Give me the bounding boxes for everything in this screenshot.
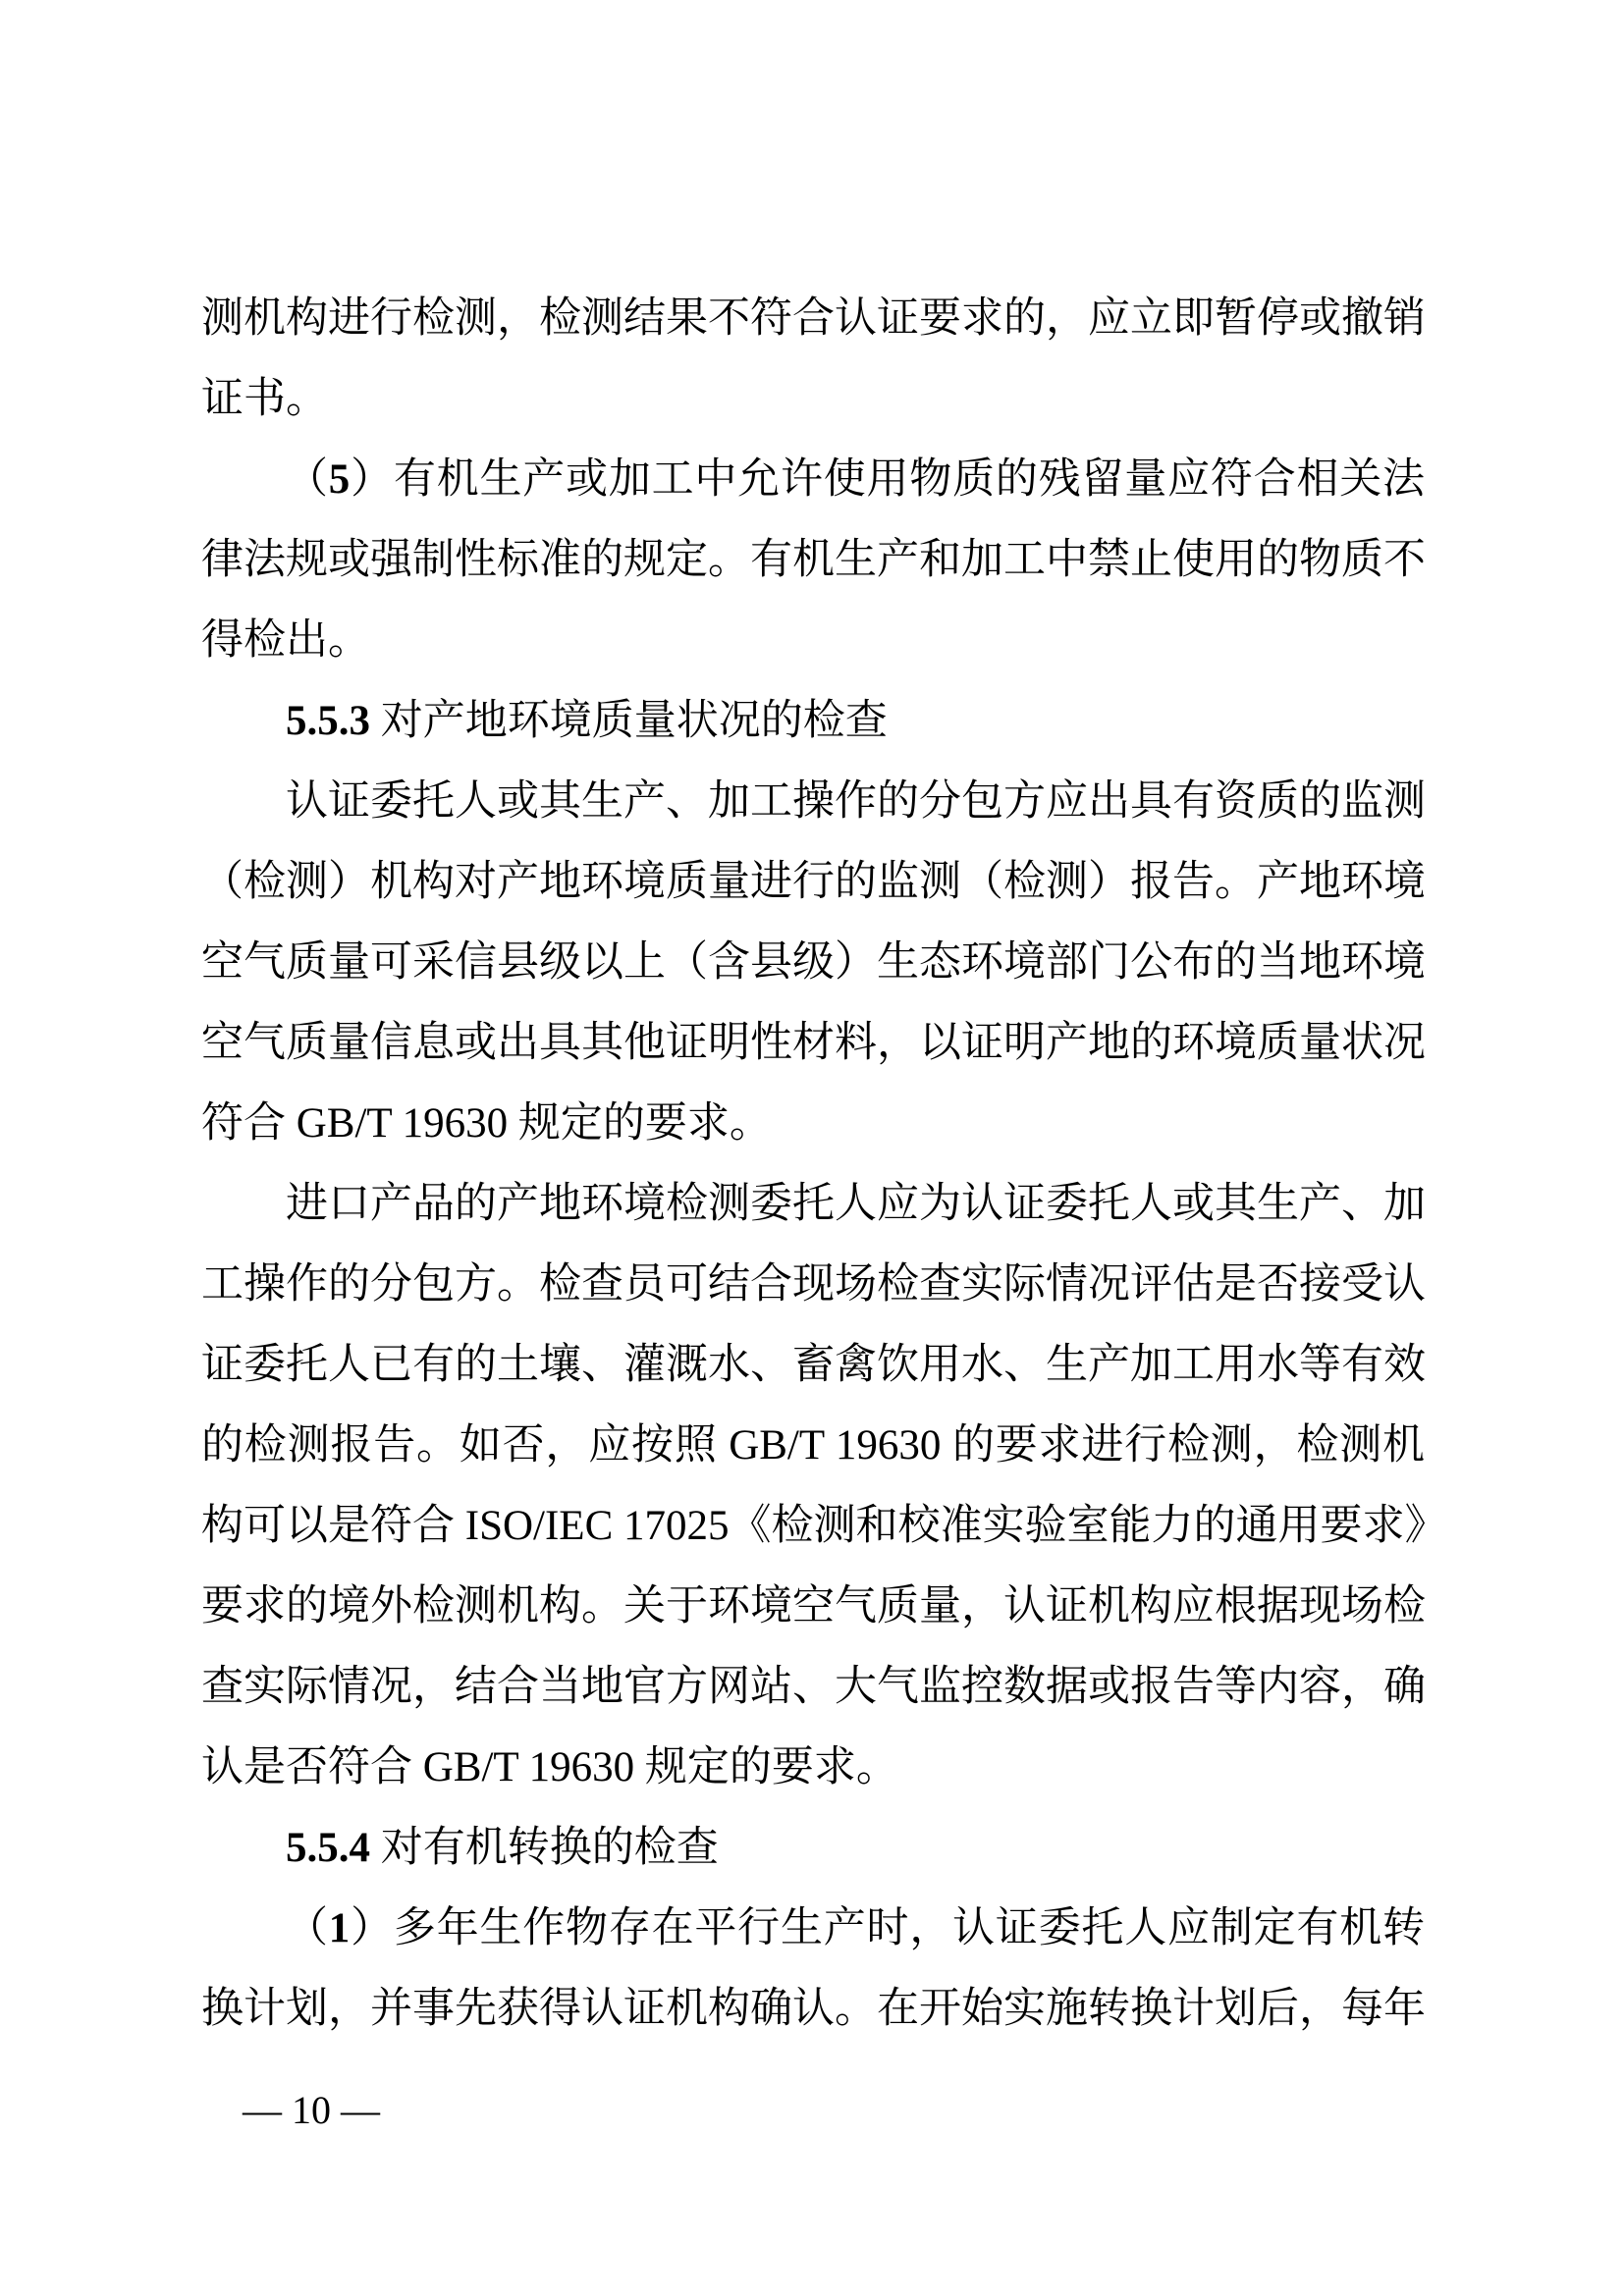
text-line: 的检测报告。如否，应按照 GB/T 19630 的要求进行检测，检测机 [201, 1422, 1425, 1468]
text-line: 认是否符合 GB/T 19630 规定的要求。 [201, 1744, 898, 1790]
text-line: 空气质量可采信县级以上（含县级）生态环境部门公布的当地环境 [201, 939, 1426, 986]
text-line: 构可以是符合 ISO/IEC 17025《检测和校准实验室能力的通用要求》 [201, 1503, 1447, 1549]
page-number: — 10 — [243, 2088, 380, 2132]
text-line: 测机构进行检测，检测结果不符合认证要求的，应立即暂停或撤销 [201, 295, 1426, 342]
text-line: 5.5.3 对产地环境质量状况的检查 [286, 698, 888, 744]
text-line: 证书。 [201, 376, 328, 422]
text-line: （1）多年生作物存在平行生产时，认证委托人应制定有机转 [286, 1905, 1426, 1951]
text-line: 得检出。 [201, 617, 370, 664]
text-line: 换计划，并事先获得认证机构确认。在开始实施转换计划后，每年 [201, 1986, 1426, 2032]
text-line: 律法规或强制性标准的规定。有机生产和加工中禁止使用的物质不 [201, 537, 1426, 583]
text-line: （5）有机生产或加工中允许使用物质的残留量应符合相关法 [286, 456, 1426, 503]
text-line: 认证委托人或其生产、加工操作的分包方应出具有资质的监测 [286, 778, 1426, 825]
text-line: （检测）机构对产地环境质量进行的监测（检测）报告。产地环境 [201, 859, 1426, 905]
text-line: 符合 GB/T 19630 规定的要求。 [201, 1100, 772, 1147]
text-line: 查实际情况，结合当地官方网站、大气监控数据或报告等内容，确 [201, 1664, 1426, 1710]
text-line: 工操作的分包方。检查员可结合现场检查实际情况评估是否接受认 [201, 1261, 1426, 1308]
text-line: 进口产品的产地环境检测委托人应为认证委托人或其生产、加 [286, 1181, 1426, 1227]
text-line: 空气质量信息或出具其他证明性材料，以证明产地的环境质量状况 [201, 1020, 1426, 1066]
text-line: 要求的境外检测机构。关于环境空气质量，认证机构应根据现场检 [201, 1583, 1426, 1629]
text-line: 证委托人已有的土壤、灌溉水、畜禽饮用水、生产加工用水等有效 [201, 1342, 1426, 1388]
text-block [201, 279, 1447, 2050]
text-line: 5.5.4 对有机转换的检查 [286, 1825, 719, 1871]
